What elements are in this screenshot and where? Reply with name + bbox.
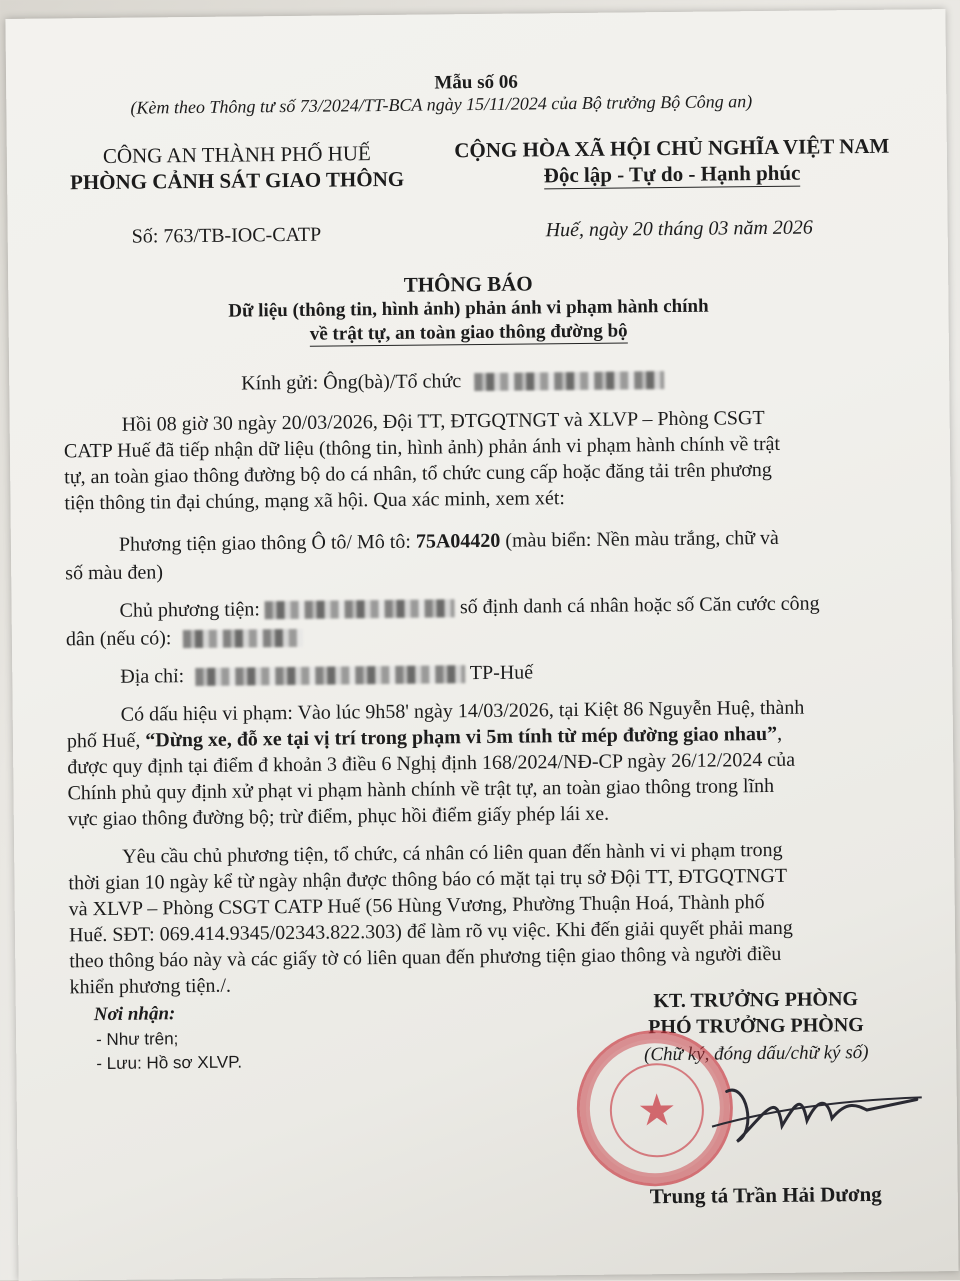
paragraph-1-line-1: Hồi 08 giờ 30 ngày 20/03/2026, Đội TT, ĐTGQTNGT và XLVP – Phòng CSGT — [121, 407, 765, 436]
recipient-label: Kính gửi: Ông(bà)/Tổ chức — [241, 370, 462, 395]
place-date: Huế, ngày 20 tháng 03 năm 2026 — [545, 216, 813, 242]
request-line-4: Huế. SĐT: 069.414.9345/02343.822.303) để làm rõ vụ việc. Khi đến giải quyết phải mang — [68, 916, 793, 947]
signature-title-1: KT. TRƯỞNG PHÒNG — [653, 988, 859, 1013]
request-line-1: Yêu cầu chủ phương tiện, tổ chức, cá nhân có liên quan đến hành vi vi phạm trong — [122, 838, 783, 868]
agency-department: PHÒNG CẢNH SÁT GIAO THÔNG — [69, 166, 405, 195]
seal-inner-ring — [609, 1063, 704, 1158]
handwritten-signature-icon — [706, 1069, 927, 1151]
violation-suffix: , — [776, 722, 783, 745]
recipient-line — [241, 366, 664, 396]
notice-title: THÔNG BÁO — [403, 271, 533, 297]
address-label: Địa chỉ: — [120, 665, 185, 688]
license-plate: 75A04420 — [415, 529, 501, 553]
violation-line-4: Chính phủ quy định xử phạt vi phạm hành chính về trật tự, an toàn giao thông trong lĩnh — [67, 774, 775, 805]
document-number: Số: 763/TB-IOC-CATP — [131, 223, 322, 248]
recipients-item-2: - Lưu: Hồ sơ XLVP. — [96, 1052, 243, 1074]
violation-description: “Dừng xe, đỗ xe tại vị trí trong phạm vi 5m tính từ mép đường giao nhau” — [145, 722, 778, 752]
redacted-recipient — [474, 371, 664, 391]
nation-title: CỘNG HÒA XÃ HỘI CHỦ NGHĨA VIỆT NAM — [454, 133, 890, 163]
owner-label: Chủ phương tiện: — [119, 598, 261, 622]
nation-motto-wrap — [427, 159, 917, 189]
form-reference: (Kèm theo Thông tư số 73/2024/TT-BCA ngày 15/11/2024 của Bộ trưởng Bộ Công an) — [130, 91, 753, 118]
signer-name: Trung tá Trần Hải Dương — [649, 1181, 882, 1209]
vehicle-suffix: (màu biển: Nền màu trắng, chữ và — [500, 526, 779, 552]
paragraph-1-line-3: tự, an toàn giao thông đường bộ do cá nhân, tổ chức cung cấp hoặc đăng tải trên phương — [64, 458, 772, 489]
recipients-label: Nơi nhận: — [93, 1003, 176, 1026]
signature-title-2: PHÓ TRƯỞNG PHÒNG — [648, 1014, 864, 1039]
seal-star-icon: ★ — [636, 1084, 677, 1137]
owner-line-2 — [66, 624, 303, 652]
document-page — [5, 9, 958, 1281]
violation-line-5: vực giao thông đường bộ; trừ điểm, phục hồi điểm giấy phép lái xe. — [67, 802, 610, 831]
paragraph-1-line-2: CATP Huế đã tiếp nhận dữ liệu (thông tin, hình ảnh) phản ánh vi phạm hành chính về trật — [63, 432, 781, 463]
owner-id-label: dân (nếu có): — [65, 627, 172, 651]
vehicle-prefix: Phương tiện giao thông Ô tô/ Mô tô: — [118, 530, 417, 556]
address-line — [120, 659, 533, 689]
violation-line-1: Có dấu hiệu vi phạm: Vào lúc 9h58' ngày 14/03/2026, tại Kiệt 86 Nguyễn Huệ, thành — [120, 696, 805, 726]
violation-line-3: được quy định tại điểm đ khoản 3 điều 6 Nghị định 168/2024/NĐ-CP ngày 26/12/2024 của — [67, 748, 796, 779]
recipients-item-1: - Như trên; — [96, 1029, 179, 1050]
vehicle-line — [119, 525, 779, 558]
request-line-3: và XLVP – Phòng CSGT CATP Huế (56 Hùng Vương, Phường Thuận Hoá, Thành phố — [68, 891, 765, 921]
paragraph-1-line-4: tiện thông tin đại chúng, mạng xã hội. Qua xác minh, xem xét: — [64, 487, 566, 515]
address-city: TP-Huế — [465, 661, 534, 685]
form-number: Mẫu số 06 — [434, 71, 518, 94]
redacted-owner-id — [182, 629, 302, 648]
vehicle-line-2: số màu đen) — [65, 561, 164, 585]
nation-motto: Độc lập - Tự do - Hạnh phúc — [543, 160, 801, 188]
request-line-5: theo thông báo này và các giấy tờ có liên quan đến phương tiện giao thông và người điều — [69, 942, 782, 973]
request-line-2: thời gian 10 ngày kể từ ngày nhận được thông báo có mặt tại trụ sở Đội TT, ĐTGQTNGT — [68, 864, 788, 895]
signature-note: (Chữ ký, đóng dấu/chữ ký số) — [643, 1041, 869, 1066]
agency-name: CÔNG AN THÀNH PHỐ HUẾ — [102, 141, 371, 168]
violation-prefix: phố Huế, — [66, 729, 146, 753]
redacted-owner-name — [265, 600, 455, 620]
owner-id-text: số định danh cá nhân hoặc số Căn cước công — [454, 592, 820, 619]
notice-subtitle-1: Dữ liệu (thông tin, hình ảnh) phản ánh vi phạm hành chính — [228, 295, 709, 322]
redacted-address — [195, 666, 465, 687]
owner-line — [119, 590, 819, 623]
request-line-6: khiển phương tiện./. — [69, 974, 232, 999]
notice-subtitle-2: về trật tự, an toàn giao thông đường bộ — [309, 320, 628, 345]
